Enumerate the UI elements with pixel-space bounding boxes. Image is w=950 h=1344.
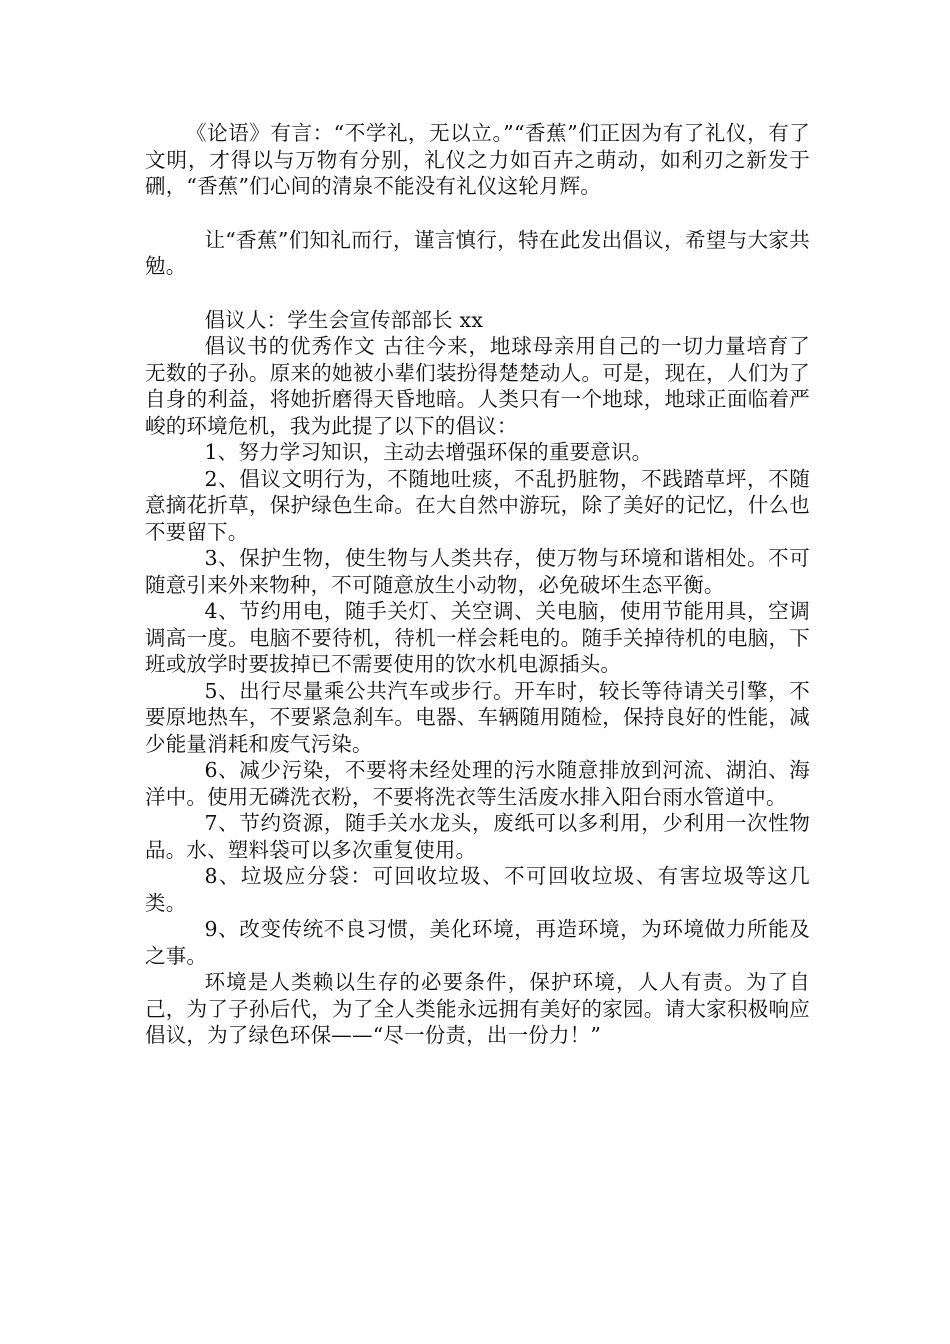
list-item-4: 4、节约用电，随手关灯、关空调、关电脑，使用节能用具，空调调高一度。电脑不要待机，待机一样会耗电的。随手关掉待机的电脑，下班或放学时要拔掉已不需要使用的饮水机电源插头。 <box>145 599 810 676</box>
list-item-8: 8、垃圾应分袋：可回收垃圾、不可回收垃圾、有害垃圾等这几类。 <box>145 864 810 915</box>
list-item-7: 7、节约资源，随手关水龙头，废纸可以多利用，少利用一次性物品。水、塑料袋可以多次重复使用。 <box>145 811 810 862</box>
paragraph-essay-intro: 倡议书的优秀作文 古往今来，地球母亲用自己的一切力量培育了无数的子孙。原来的她被小辈们装扮得楚楚动人。可是，现在，人们为了自身的利益，将她折磨得天昏地暗。人类只有一个地球，地球正面临着严峻的环境危机，我为此提了以下的倡议： <box>145 334 810 438</box>
paragraph-spacer <box>145 200 810 227</box>
list-item-5: 5、出行尽量乘公共汽车或步行。开车时，较长等待请关引擎，不要原地热车，不要紧急刹车。电器、车辆随用随检，保持良好的性能，减少能量消耗和废气污染。 <box>145 678 810 756</box>
list-item-9: 9、改变传统不良习惯，美化环境，再造环境，为环境做力所能及之事。 <box>145 917 810 968</box>
paragraph-proposal-intro: 让“香蕉”们知礼而行，谨言慎行，特在此发出倡议，希望与大家共勉。 <box>145 227 810 278</box>
document-body <box>145 120 810 1049</box>
list-item-3: 3、保护生物，使生物与人类共存，使万物与环境和谐相处。不可随意引来外来物种，不可随意放生小动物，必免破坏生态平衡。 <box>145 546 810 597</box>
list-item-6: 6、减少污染，不要将未经处理的污水随意排放到河流、湖泊、海洋中。使用无磷洗衣粉，不要将洗衣等生活废水排入阳台雨水管道中。 <box>145 758 810 809</box>
paragraph-analects-quote: 《论语》有言：“不学礼，无以立。”“香蕉”们正因为有了礼仪，有了文明，才得以与万物有分别，礼仪之力如百卉之萌动，如利刃之新发于硎，“香蕉”们心间的清泉不能没有礼仪这轮月辉。 <box>145 121 810 198</box>
proposer-signature-line: 倡议人：学生会宣传部部长 xx <box>204 307 484 332</box>
paragraph-spacer <box>145 280 810 307</box>
list-item-1: 1、努力学习知识，主动去增强环保的重要意识。 <box>204 440 653 464</box>
list-item-2: 2、倡议文明行为，不随地吐痰，不乱扔脏物，不践踏草坪，不随意摘花折草，保护绿色生命。在大自然中游玩，除了美好的记忆，什么也不要留下。 <box>145 466 810 544</box>
paragraph-conclusion: 环境是人类赖以生存的必要条件，保护环境，人人有责。为了自己，为了子孙后代，为了全人类能永远拥有美好的家园。请大家积极响应倡议，为了绿色环保——“尽一份责，出一份力！” <box>145 970 810 1047</box>
